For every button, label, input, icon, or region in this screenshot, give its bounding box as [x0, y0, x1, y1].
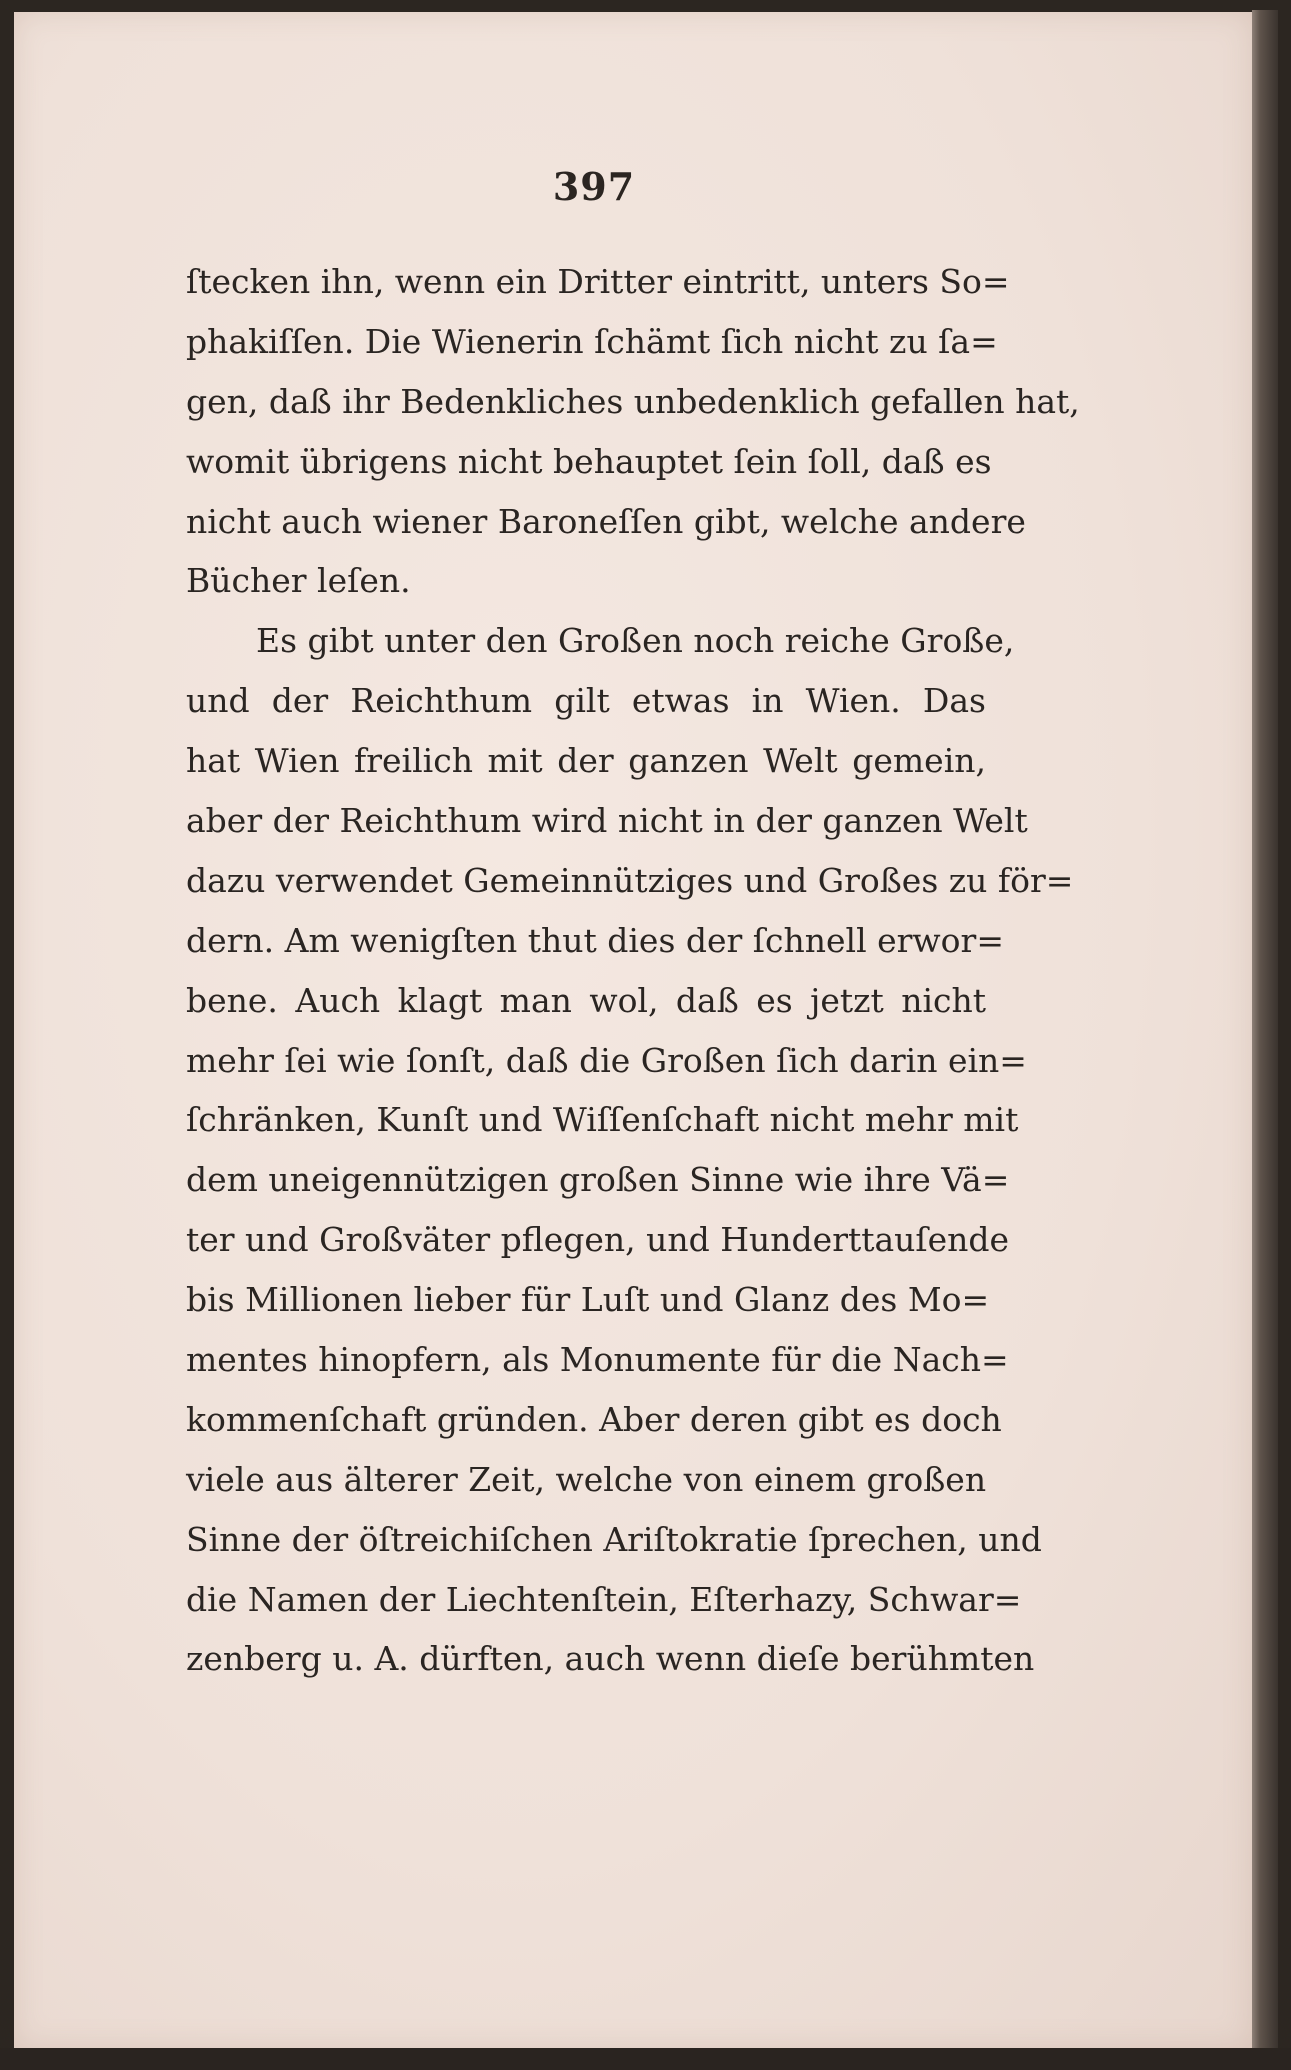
text-line: zenberg u. A. dürften, auch wenn dieſe berühmten [186, 1639, 1035, 1679]
text-line: viele aus älterer Zeit, welche von einem großen [186, 1459, 987, 1499]
text-line: dem uneigennützigen großen Sinne wie ihre Vä= [186, 1160, 1010, 1200]
text-line: womit übrigens nicht behauptet ſein ſoll, daß es [186, 441, 992, 481]
text-line: Bücher leſen. [186, 561, 411, 601]
text-line: kommenſchaft gründen. Aber deren gibt es doch [186, 1399, 1002, 1439]
body-text [186, 252, 1080, 1689]
text-line: Es gibt unter den Großen noch reiche Große, [256, 621, 1015, 661]
text-line: dern. Am wenigſten thut dies der ſchnell erwor= [186, 920, 1004, 960]
text-line: mentes hinopfern, als Monumente für die Nach= [186, 1340, 1009, 1380]
text-line: die Namen der Liechtenſtein, Eſterhazy, Schwar= [186, 1579, 1022, 1619]
book-edge [1252, 10, 1278, 2050]
scan-border [0, 2048, 1291, 2070]
page-number: 397 [552, 164, 636, 209]
text-line: ter und Großväter pflegen, und Hunderttauſende [186, 1220, 1010, 1260]
text-line: gen, daß ihr Bedenkliches unbedenklich gefallen hat, [186, 381, 1080, 421]
text-line: nicht auch wiener Baroneſſen gibt, welche andere [186, 501, 1026, 541]
text-line: bene. Auch klagt man wol, daß es jetzt nicht [186, 980, 986, 1020]
text-line: aber der Reichthum wird nicht in der ganzen Welt [186, 801, 1028, 841]
book-page [14, 12, 1255, 2048]
text-line: bis Millionen lieber für Luſt und Glanz des Mo= [186, 1280, 990, 1320]
text-line: ſchränken, Kunſt und Wiſſenſchaft nicht mehr mit [186, 1100, 1019, 1140]
text-line: dazu verwendet Gemeinnütziges und Großes zu för= [186, 860, 1074, 900]
text-line: mehr ſei wie ſonſt, daß die Großen ſich darin ein= [186, 1040, 1027, 1080]
text-line: hat Wien freilich mit der ganzen Welt gemein, [186, 741, 986, 781]
text-line: ſtecken ihn, wenn ein Dritter eintritt, unters So= [186, 262, 1010, 301]
text-line: phakiſſen. Die Wienerin ſchämt ſich nicht zu ſa= [186, 321, 998, 361]
text-line: und der Reichthum gilt etwas in Wien. Das [186, 681, 986, 721]
text-line: Sinne der öſtreichiſchen Ariſtokratie ſprechen, und [186, 1519, 1042, 1559]
